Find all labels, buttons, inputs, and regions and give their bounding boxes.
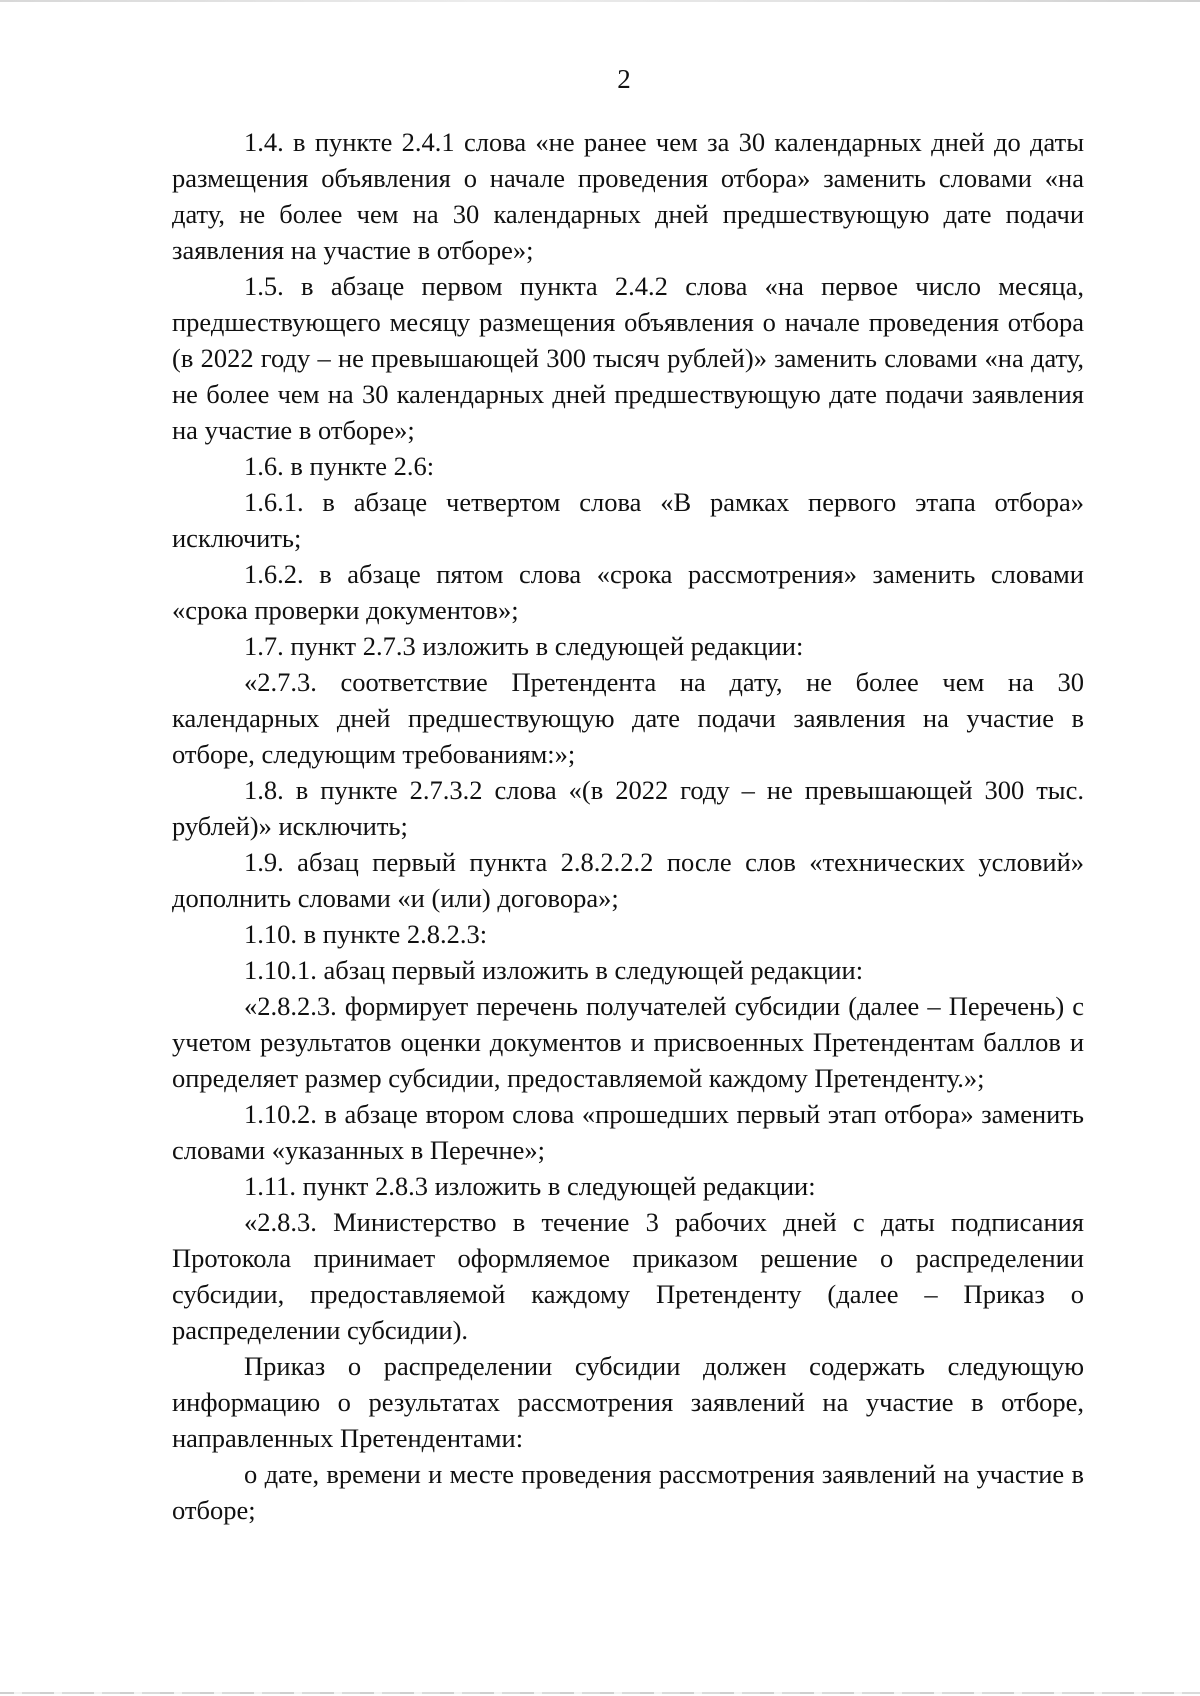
- scan-edge-bottom: [0, 1692, 1200, 1694]
- scan-edge-top: [0, 0, 1200, 2]
- paragraph-1-7: 1.7. пункт 2.7.3 изложить в следующей редакции:: [244, 631, 804, 661]
- paragraph-1-10-1: 1.10.1. абзац первый изложить в следующей редакции:: [244, 955, 864, 985]
- paragraph-1-6: 1.6. в пункте 2.6:: [244, 451, 435, 481]
- paragraph-1-9: 1.9. абзац первый пункта 2.8.2.2.2 после слов «технических условий» дополнить словами «и (или) договора»;: [172, 847, 1084, 913]
- paragraph-1-6-2: 1.6.2. в абзаце пятом слова «срока рассмотрения» заменить словами «срока проверки документов»;: [172, 559, 1084, 625]
- paragraph-1-4: 1.4. в пункте 2.4.1 слова «не ранее чем за 30 календарных дней до даты размещения объявления о начале проведения отбора» заменить словами «на дату, не более чем на 30 календарных дней предшествующую дате подачи заявления на участие в отборе»;: [172, 127, 1084, 265]
- paragraph-1-8: 1.8. в пункте 2.7.3.2 слова «(в 2022 году – не превышающей 300 тыс. рублей)» исключить;: [172, 775, 1084, 841]
- paragraph-1-11: 1.11. пункт 2.8.3 изложить в следующей редакции:: [244, 1171, 816, 1201]
- paragraph-1-10: 1.10. в пункте 2.8.2.3:: [244, 919, 488, 949]
- paragraph-1-10-2: 1.10.2. в абзаце втором слова «прошедших первый этап отбора» заменить словами «указанных в Перечне»;: [172, 1099, 1084, 1165]
- paragraph-2-8-3-quote: «2.8.3. Министерство в течение 3 рабочих дней с даты подписания Протокола принимает оформляемое приказом решение о распределении субсидии, предоставляемой каждому Претенденту (далее – Приказ о распределении субсидии).: [172, 1207, 1084, 1345]
- paragraph-2-8-2-3-quote: «2.8.2.3. формирует перечень получателей субсидии (далее – Перечень) с учетом результатов оценки документов и присвоенных Претендентам баллов и определяет размер субсидии, предоставляемой каждому Претенденту.»;: [172, 991, 1084, 1093]
- page-number: 2: [617, 64, 631, 94]
- paragraph-order-content: Приказ о распределении субсидии должен содержать следующую информацию о результатах рассмотрения заявлений на участие в отборе, направленных Претендентами:: [172, 1351, 1084, 1453]
- paragraph-2-7-3-quote: «2.7.3. соответствие Претендента на дату, не более чем на 30 календарных дней предшествующую дате подачи заявления на участие в отборе, следующим требованиям:»;: [172, 667, 1084, 769]
- paragraph-1-6-1: 1.6.1. в абзаце четвертом слова «В рамках первого этапа отбора» исключить;: [172, 487, 1084, 553]
- paragraph-1-5: 1.5. в абзаце первом пункта 2.4.2 слова «на первое число месяца, предшествующего месяцу размещения объявления о начале проведения отбора (в 2022 году – не превышающей 300 тысяч рублей)» заменить словами «на дату, не более чем на 30 календарных дней предшествующую дате подачи заявления на участие в отборе»;: [172, 271, 1084, 445]
- document-body: [172, 124, 1084, 1528]
- paragraph-date-time-place: о дате, времени и месте проведения рассмотрения заявлений на участие в отборе;: [172, 1459, 1084, 1525]
